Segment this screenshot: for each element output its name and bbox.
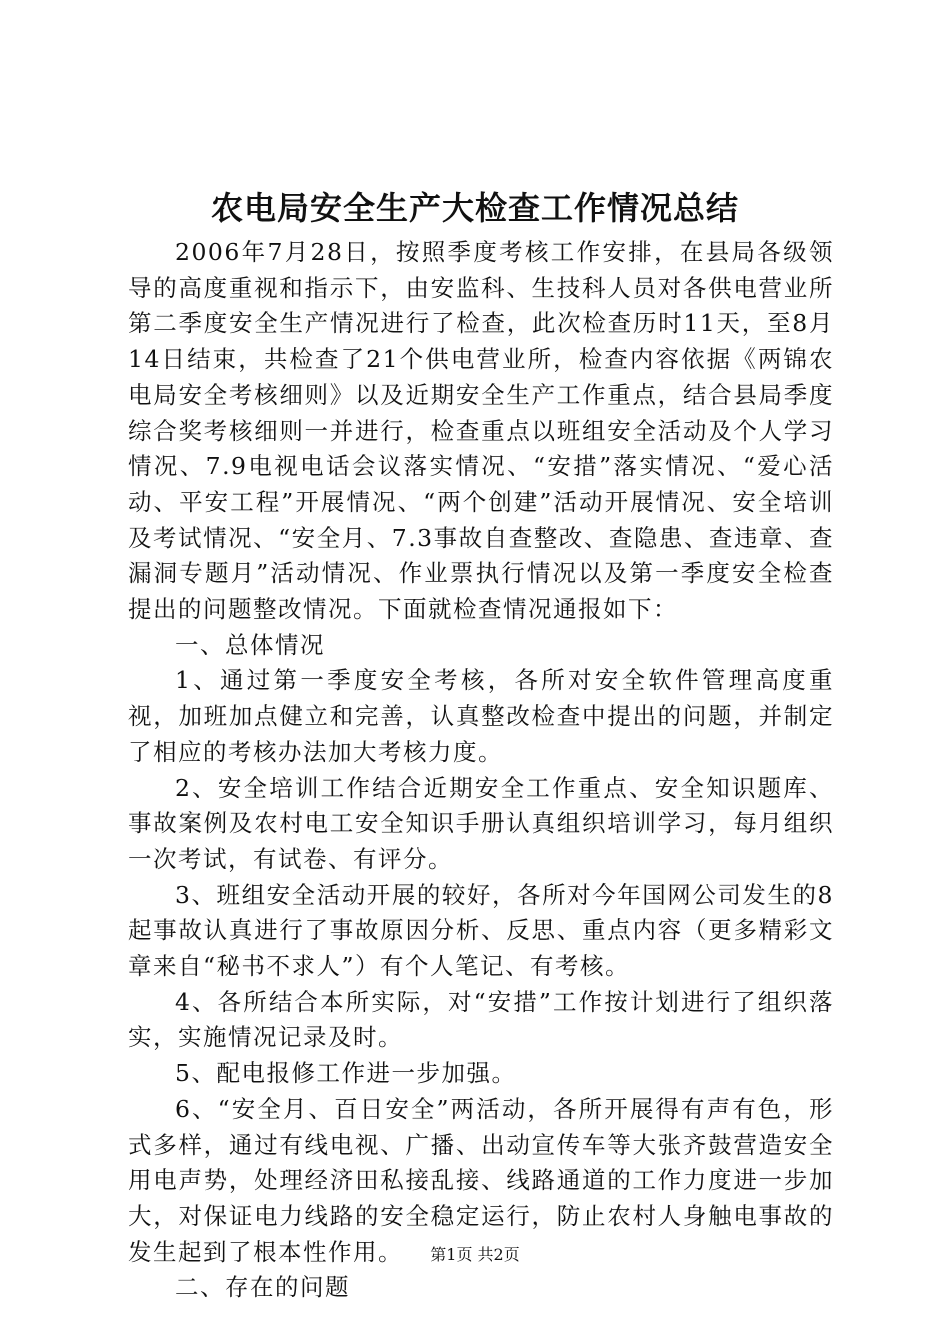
section-heading-overall: 一、总体情况 [175, 630, 325, 659]
paragraph-item-4: 4、各所结合本所实际，对“安措”工作按计划进行了组织落实，实施情况记录及时。 [128, 987, 834, 1052]
document-body [128, 235, 834, 1306]
paragraph-item-3: 3、班组安全活动开展的较好，各所对今年国网公司发生的8起事故认真进行了事故原因分析、反思、重点内容（更多精彩文章来自“秘书不求人”）有个人笔记、有考核。 [128, 880, 834, 981]
paragraph-intro: 2006年7月28日，按照季度考核工作安排，在县局各级领导的高度重视和指示下，由安监科、生技科人员对各供电营业所第二季度安全生产情况进行了检查，此次检查历时11天，至8月14日结束，共检查了21个供电营业所，检查内容依据《两锦农电局安全考核细则》以及近期安全生产工作重点，结合县局季度综合奖考核细则一并进行，检查重点以班组安全活动及个人学习情况、7.9电视电话会议落实情况、“安措”落实情况、“爱心活动、平安工程”开展情况、“两个创建”活动开展情况、安全培训及考试情况、“安全月、7.3事故自查整改、查隐患、查违章、查漏洞专题月”活动情况、作业票执行情况以及第一季度安全检查提出的问题整改情况。下面就检查情况通报如下： [128, 238, 834, 624]
paragraph-item-5: 5、配电报修工作进一步加强。 [175, 1059, 517, 1088]
document-title: 农电局安全生产大检查工作情况总结 [210, 189, 739, 227]
section-heading-problems: 二、存在的问题 [175, 1273, 350, 1302]
paragraph-item-2: 2、安全培训工作结合近期安全工作重点、安全知识题库、事故案例及农村电工安全知识手册认真组织培训学习，每月组织一次考试，有试卷、有评分。 [128, 773, 834, 873]
page-footer: 第1页 共2页 [430, 1245, 520, 1264]
paragraph-item-6: 6、“安全月、百日安全”两活动，各所开展得有声有色，形式多样，通过有线电视、广播、出动宣传车等大张齐鼓营造安全用电声势，处理经济田私接乱接、线路通道的工作力度进一步加大，对保证电力线路的安全稳定运行，防止农村人身触电事故的发生起到了根本性作用。 [128, 1094, 834, 1266]
paragraph-item-1: 1、通过第一季度安全考核，各所对安全软件管理高度重视，加班加点健立和完善，认真整改检查中提出的问题，并制定了相应的考核办法加大考核力度。 [128, 666, 834, 766]
